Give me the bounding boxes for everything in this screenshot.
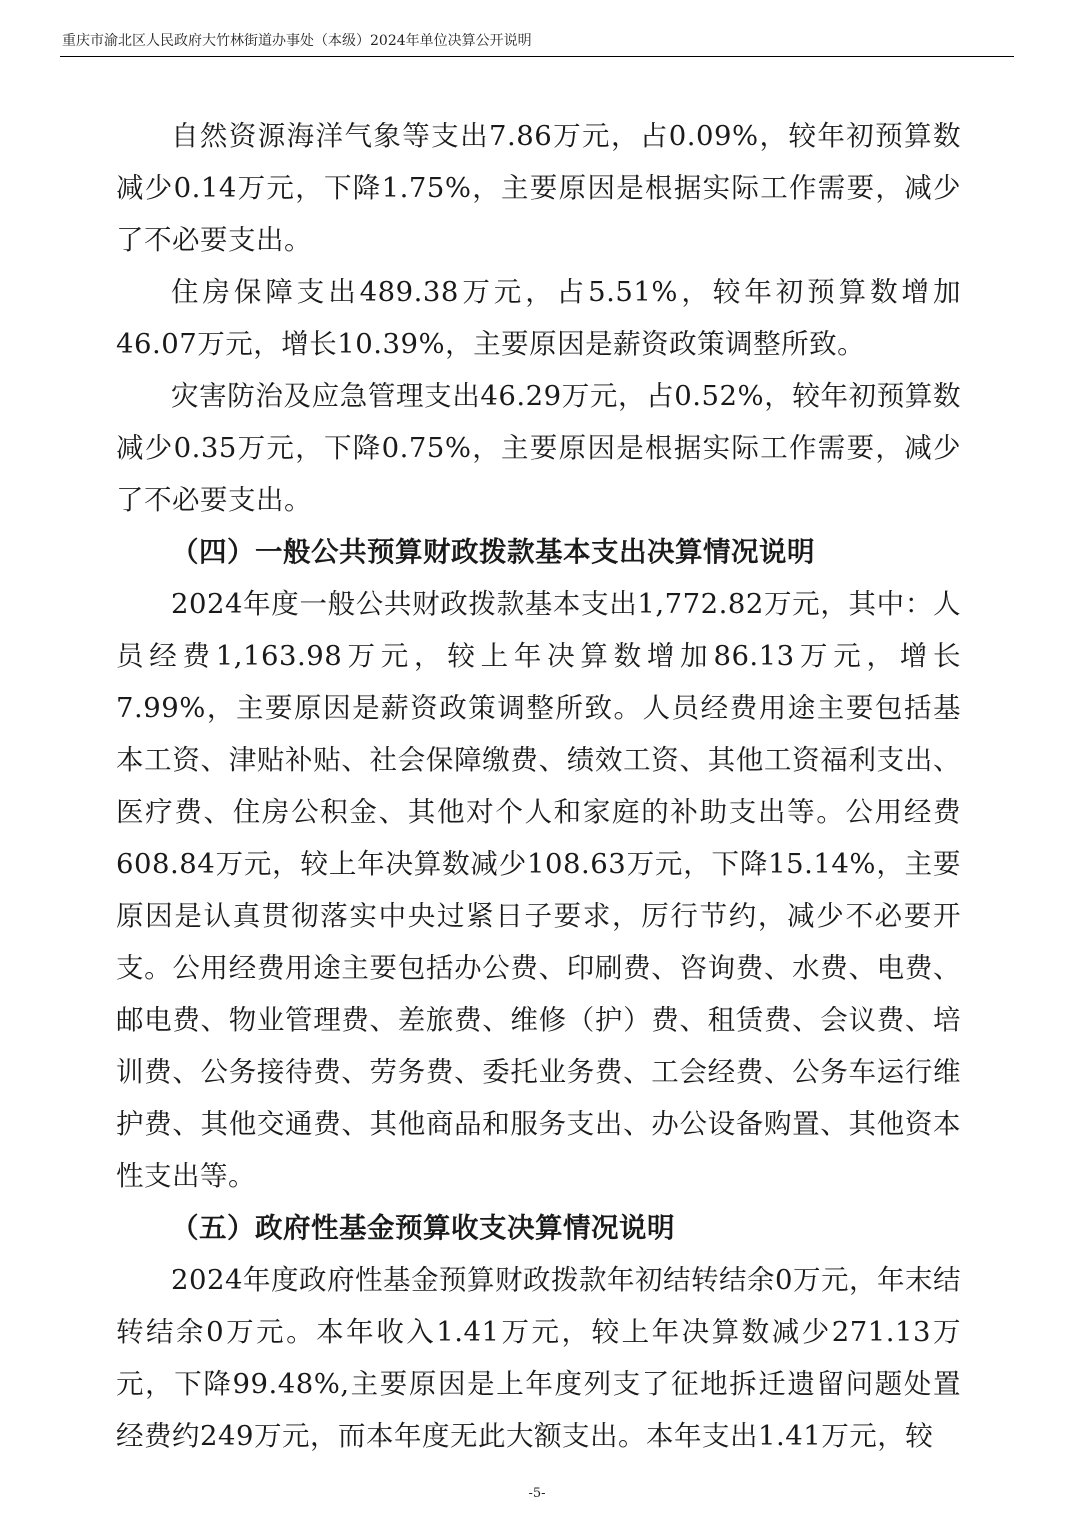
paragraph-housing: 住房保障支出489.38万元，占5.51%，较年初预算数增加46.07万元，增长10.39%，主要原因是薪资政策调整所致。 xyxy=(116,276,961,360)
document-body xyxy=(116,110,961,1462)
header-divider xyxy=(60,56,1014,57)
section-heading-government-fund: （五）政府性基金预算收支决算情况说明 xyxy=(171,1212,675,1244)
document-header: 重庆市渝北区人民政府大竹林街道办事处（本级）2024年单位决算公开说明 xyxy=(62,33,532,49)
paragraph-natural-resources: 自然资源海洋气象等支出7.86万元，占0.09%，较年初预算数减少0.14万元，下降1.75%，主要原因是根据实际工作需要，减少了不必要支出。 xyxy=(116,120,961,256)
section-heading-basic-expenditure: （四）一般公共预算财政拨款基本支出决算情况说明 xyxy=(171,536,815,568)
paragraph-government-fund: 2024年度政府性基金预算财政拨款年初结转结余0万元，年末结转结余0万元。本年收入1.41万元，较上年决算数减少271.13万元，下降99.48%,主要原因是上年度列支了征地拆迁遗留问题处置经费约249万元，而本年度无此大额支出。本年支出1.41万元，较 xyxy=(116,1264,961,1452)
paragraph-disaster-prevention: 灾害防治及应急管理支出46.29万元，占0.52%，较年初预算数减少0.35万元，下降0.75%，主要原因是根据实际工作需要，减少了不必要支出。 xyxy=(116,380,961,516)
paragraph-basic-expenditure: 2024年度一般公共财政拨款基本支出1,772.82万元，其中：人员经费1,163.98万元，较上年决算数增加86.13万元，增长7.99%，主要原因是薪资政策调整所致。人员经费用途主要包括基本工资、津贴补贴、社会保障缴费、绩效工资、其他工资福利支出、医疗费、住房公积金、其他对个人和家庭的补助支出等。公用经费608.84万元，较上年决算数减少108.63万元，下降15.14%，主要原因是认真贯彻落实中央过紧日子要求，厉行节约，减少不必要开支。公用经费用途主要包括办公费、印刷费、咨询费、水费、电费、邮电费、物业管理费、差旅费、维修（护）费、租赁费、会议费、培训费、公务接待费、劳务费、委托业务费、工会经费、公务车运行维护费、其他交通费、其他商品和服务支出、办公设备购置、其他资本性支出等。 xyxy=(116,588,961,1192)
page-number: -5- xyxy=(528,1486,546,1501)
